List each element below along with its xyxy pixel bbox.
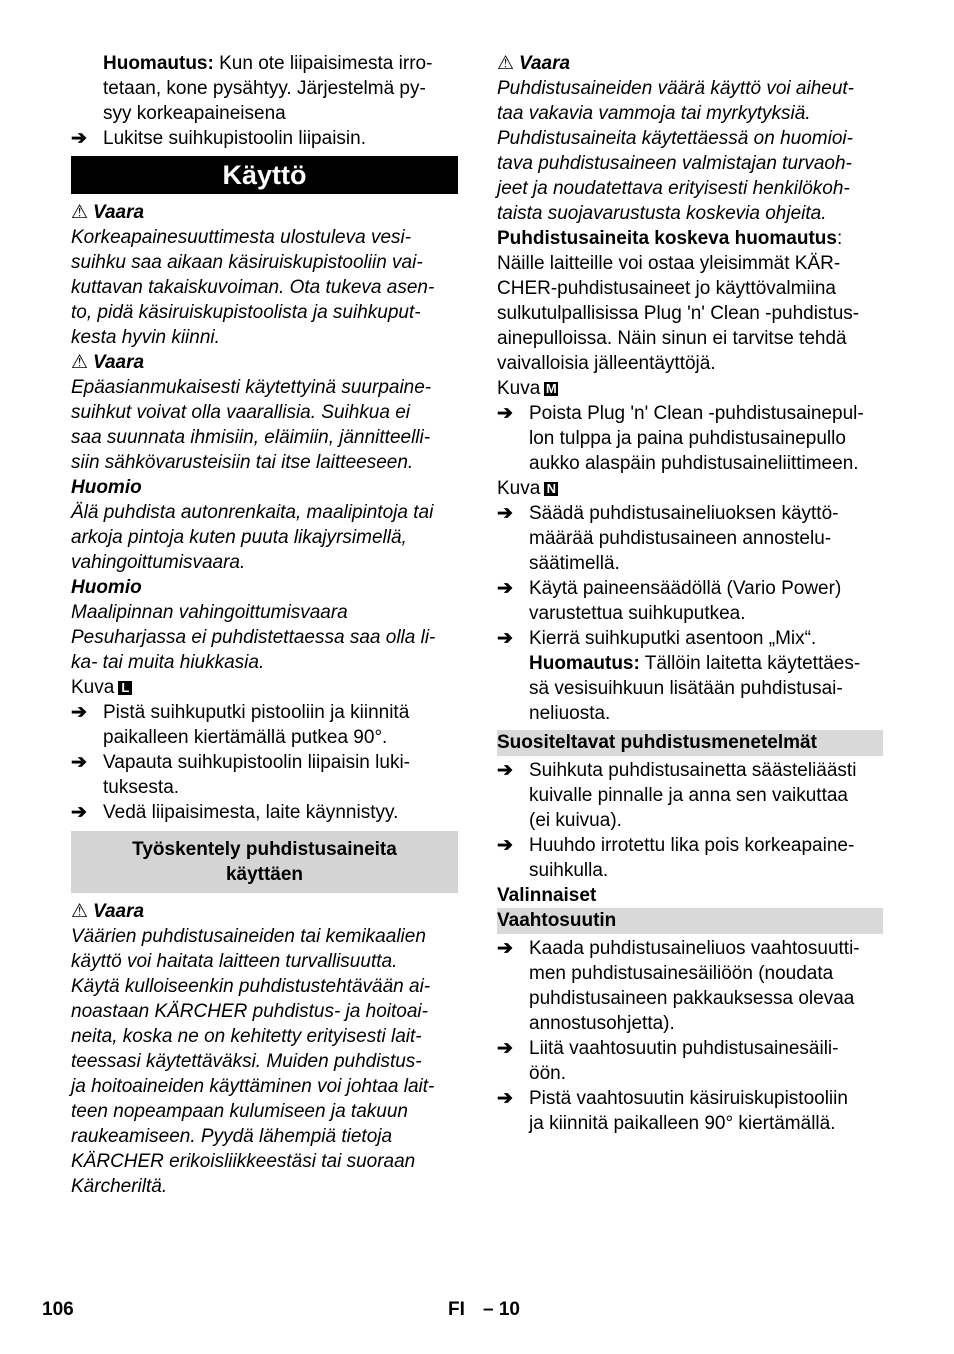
step-text: Huuhdo irrotettu lika pois korkeapaine- bbox=[529, 835, 855, 856]
step-text: säätimellä. bbox=[529, 553, 620, 574]
step-text: aukko alaspäin puhdistusaineliittimeen. bbox=[529, 453, 859, 474]
step-text: Kierrä suihkuputki asentoon „Mix“. bbox=[529, 628, 817, 649]
right-arrow-icon: ➔ bbox=[71, 802, 87, 823]
text-line: arkoja pintoja kuten puuta likajyrsimellä, bbox=[71, 527, 407, 548]
text-line: taa vakavia vammoja tai myrkytyksiä. bbox=[497, 103, 811, 124]
text-line: to, pidä käsiruiskupistoolista ja suihkuput- bbox=[71, 302, 421, 323]
text-line: Älä puhdista autonrenkaita, maalipintoja tai bbox=[71, 502, 434, 523]
caution-heading: Huomio bbox=[71, 577, 142, 598]
warning-triangle-icon: ⚠ bbox=[497, 53, 515, 74]
list-item bbox=[71, 126, 458, 151]
warning-text bbox=[71, 924, 458, 1199]
text-line: KÄRCHER erikoisliikkeestäsi tai suoraan bbox=[71, 1151, 416, 1172]
step-text: Käytä paineensäädöllä (Vario Power) bbox=[529, 578, 842, 599]
right-arrow-icon: ➔ bbox=[497, 578, 513, 599]
text-line: teessasi käytettäväksi. Muiden puhdistus- bbox=[71, 1051, 422, 1072]
warning-text bbox=[497, 76, 883, 226]
section-heading: Valinnaiset bbox=[497, 885, 597, 906]
title-line: Työskentely puhdistusaineita bbox=[132, 839, 397, 860]
text-line: suihkut voivat olla vaarallisia. Suihkua ei bbox=[71, 402, 411, 423]
subsection-title: Suositeltavat puhdistusmenetelmät bbox=[497, 730, 883, 756]
text-line: ka- tai muita hiukkasia. bbox=[71, 652, 265, 673]
text-line: neita, koska ne on kehitetty erityisesti lait- bbox=[71, 1026, 422, 1047]
list-item bbox=[71, 750, 458, 800]
step-text: annostusohjetta). bbox=[529, 1013, 675, 1034]
step-text: Vedä liipaisimesta, laite käynnistyy. bbox=[103, 802, 399, 823]
note-paragraph bbox=[71, 51, 458, 126]
text-line: Väärien puhdistusaineiden tai kemikaalien bbox=[71, 926, 426, 947]
warning-heading bbox=[71, 350, 458, 375]
figure-label: Kuva bbox=[71, 677, 115, 698]
text-line: kesta hyvin kiinni. bbox=[71, 327, 220, 348]
list-item bbox=[497, 501, 883, 576]
right-arrow-icon: ➔ bbox=[497, 938, 513, 959]
right-arrow-icon: ➔ bbox=[71, 702, 87, 723]
step-text: men puhdistusainesäiliöön (noudata bbox=[529, 963, 834, 984]
step-text: Liitä vaahtosuutin puhdistusainesäili- bbox=[529, 1038, 839, 1059]
title-line: käyttäen bbox=[225, 864, 304, 885]
text-line: Kärcheriltä. bbox=[71, 1176, 168, 1197]
step-text: Poista Plug 'n' Clean -puhdistusainepul- bbox=[529, 403, 864, 424]
list-item bbox=[497, 936, 883, 1036]
figure-letter-badge: N bbox=[544, 482, 558, 496]
right-arrow-icon: ➔ bbox=[71, 752, 87, 773]
step-text: suihkulla. bbox=[529, 860, 609, 881]
step-text: Säädä puhdistusaineliuoksen käyttö- bbox=[529, 503, 839, 524]
list-item bbox=[497, 401, 883, 476]
text-line: Tällöin laitetta käytettäes- bbox=[639, 653, 861, 674]
step-text: Lukitse suihkupistoolin liipaisin. bbox=[103, 128, 366, 149]
footer-page-ref: – 10 bbox=[483, 1299, 520, 1320]
step-text: lon tulppa ja paina puhdistusainepullo bbox=[529, 428, 846, 449]
note-label: Puhdistusaineita koskeva huomautus bbox=[497, 228, 837, 249]
caution-heading: Huomio bbox=[71, 477, 142, 498]
list-item bbox=[497, 626, 883, 726]
text-line: raukeamiseen. Pyydä lähempiä tietoja bbox=[71, 1126, 393, 1147]
step-text: Vapauta suihkupistoolin liipaisin luki- bbox=[103, 752, 410, 773]
note-line: tetaan, kone pysähtyy. Järjestelmä py- bbox=[103, 78, 426, 99]
text-line: siin sähkövarusteisiin tai itse laitteeseen. bbox=[71, 452, 414, 473]
figure-reference bbox=[497, 476, 883, 501]
text-line: vaivalloisia jälleentäyttöjä. bbox=[497, 353, 716, 374]
list-item bbox=[71, 700, 458, 750]
step-text: Pistä vaahtosuutin käsiruiskupistooliin bbox=[529, 1088, 848, 1109]
caution-text bbox=[71, 600, 458, 675]
figure-reference bbox=[71, 675, 458, 700]
text-line: Käytä kulloiseenkin puhdistustehtävään ai- bbox=[71, 976, 431, 997]
warning-heading bbox=[71, 200, 458, 225]
left-column bbox=[71, 51, 458, 1199]
text-line: Puhdistusaineiden väärä käyttö voi aiheut- bbox=[497, 78, 855, 99]
warning-triangle-icon: ⚠ bbox=[71, 352, 89, 373]
text-line: ainepulloissa. Näin sinun ei tarvitse tehdä bbox=[497, 328, 847, 349]
right-arrow-icon: ➔ bbox=[497, 503, 513, 524]
page-number: 106 bbox=[42, 1299, 74, 1320]
text-line: suihku saa aikaan käsiruiskupistooliin vai- bbox=[71, 252, 423, 273]
note-line: Kun ote liipaisimesta irro- bbox=[213, 53, 433, 74]
text-line: Puhdistusaineita käytettäessä on huomioi- bbox=[497, 128, 853, 149]
figure-label: Kuva bbox=[497, 478, 541, 499]
text-line: sulkutulpallisissa Plug 'n' Clean -puhdistus- bbox=[497, 303, 860, 324]
text-line: saa suunnata ihmisiin, eläimiin, jännitteelli- bbox=[71, 427, 431, 448]
text-line: tava puhdistusaineen valmistajan turvaoh- bbox=[497, 153, 852, 174]
text-line: teen nopeampaan kulumiseen ja takuun bbox=[71, 1101, 408, 1122]
step-text: varustettua suihkuputkea. bbox=[529, 603, 746, 624]
text-line: jeet ja noudatettava erityisesti henkilökoh- bbox=[497, 178, 850, 199]
note-label: Huomautus: bbox=[103, 53, 214, 74]
warning-text bbox=[71, 375, 458, 475]
step-text: Suihkuta puhdistusainetta säästeliäästi bbox=[529, 760, 857, 781]
text-line: Korkeapainesuuttimesta ulostuleva vesi- bbox=[71, 227, 412, 248]
warning-triangle-icon: ⚠ bbox=[71, 202, 89, 223]
warning-heading bbox=[497, 51, 883, 76]
text-line: ja hoitoaineiden käyttäminen voi johtaa lait- bbox=[71, 1076, 435, 1097]
subsection-title: Vaahtosuutin bbox=[497, 908, 883, 934]
right-arrow-icon: ➔ bbox=[497, 1038, 513, 1059]
figure-reference bbox=[497, 376, 883, 401]
warning-text bbox=[71, 225, 458, 350]
step-text: kuivalle pinnalle ja anna sen vaikuttaa bbox=[529, 785, 848, 806]
step-text: öön. bbox=[529, 1063, 566, 1084]
list-item bbox=[497, 1036, 883, 1086]
text-line: käyttö voi haitata laitteen turvallisuutta. bbox=[71, 951, 398, 972]
right-arrow-icon: ➔ bbox=[497, 760, 513, 781]
text-line: kuttavan takaiskuvoiman. Ota tukeva asen- bbox=[71, 277, 435, 298]
right-arrow-icon: ➔ bbox=[497, 1088, 513, 1109]
text-line: taista suojavarustusta koskevia ohjeita. bbox=[497, 203, 827, 224]
caution-text bbox=[71, 500, 458, 575]
footer-language: FI bbox=[448, 1299, 465, 1320]
step-text: puhdistusaineen pakkauksessa olevaa bbox=[529, 988, 855, 1009]
text-line: Epäasianmukaisesti käytettyinä suurpaine- bbox=[71, 377, 432, 398]
list-item bbox=[497, 576, 883, 626]
figure-letter-badge: L bbox=[118, 681, 132, 695]
right-arrow-icon: ➔ bbox=[497, 835, 513, 856]
warning-heading bbox=[71, 899, 458, 924]
list-item bbox=[497, 758, 883, 833]
step-text: Kaada puhdistusaineliuos vaahtosuutti- bbox=[529, 938, 860, 959]
warning-title: Vaara bbox=[93, 352, 145, 373]
text-line: neliuosta. bbox=[529, 703, 611, 724]
text-line: noastaan KÄRCHER puhdistus- ja hoitoai- bbox=[71, 1001, 428, 1022]
step-text: määrää puhdistusaineen annostelu- bbox=[529, 528, 832, 549]
mix-note bbox=[529, 651, 883, 676]
step-text: tuksesta. bbox=[103, 777, 180, 798]
text-line: Maalipinnan vahingoittumisvaara bbox=[71, 602, 348, 623]
note-paragraph bbox=[497, 251, 883, 376]
subsection-title bbox=[71, 831, 458, 893]
section-title: Käyttö bbox=[71, 156, 458, 194]
right-arrow-icon: ➔ bbox=[497, 628, 513, 649]
text-line: CHER-puhdistusaineet jo käyttövalmiina bbox=[497, 278, 836, 299]
step-text: Pistä suihkuputki pistooliin ja kiinnitä bbox=[103, 702, 410, 723]
right-arrow-icon: ➔ bbox=[497, 403, 513, 424]
figure-label: Kuva bbox=[497, 378, 541, 399]
step-text: ja kiinnitä paikalleen 90° kiertämällä. bbox=[529, 1113, 836, 1134]
right-column bbox=[497, 51, 883, 1136]
warning-triangle-icon: ⚠ bbox=[71, 901, 89, 922]
list-item bbox=[497, 833, 883, 883]
step-text: paikalleen kiertämällä putkea 90°. bbox=[103, 727, 388, 748]
right-arrow-icon: ➔ bbox=[71, 128, 87, 149]
text-line: vahingoittumisvaara. bbox=[71, 552, 246, 573]
warning-title: Vaara bbox=[519, 53, 571, 74]
step-text: (ei kuivua). bbox=[529, 810, 622, 831]
colon: : bbox=[836, 228, 843, 249]
warning-title: Vaara bbox=[93, 202, 145, 223]
warning-title: Vaara bbox=[93, 901, 145, 922]
note-line: syy korkeapaineisena bbox=[103, 103, 286, 124]
note-heading bbox=[497, 226, 883, 251]
text-line: sä vesisuihkuun lisätään puhdistusai- bbox=[529, 678, 843, 699]
figure-letter-badge: M bbox=[545, 380, 557, 396]
list-item bbox=[71, 800, 458, 825]
text-line: Pesuharjassa ei puhdistettaessa saa olla li- bbox=[71, 627, 436, 648]
text-line: Näille laitteille voi ostaa yleisimmät KÄR- bbox=[497, 253, 841, 274]
list-item bbox=[497, 1086, 883, 1136]
note-label: Huomautus: bbox=[529, 653, 640, 674]
